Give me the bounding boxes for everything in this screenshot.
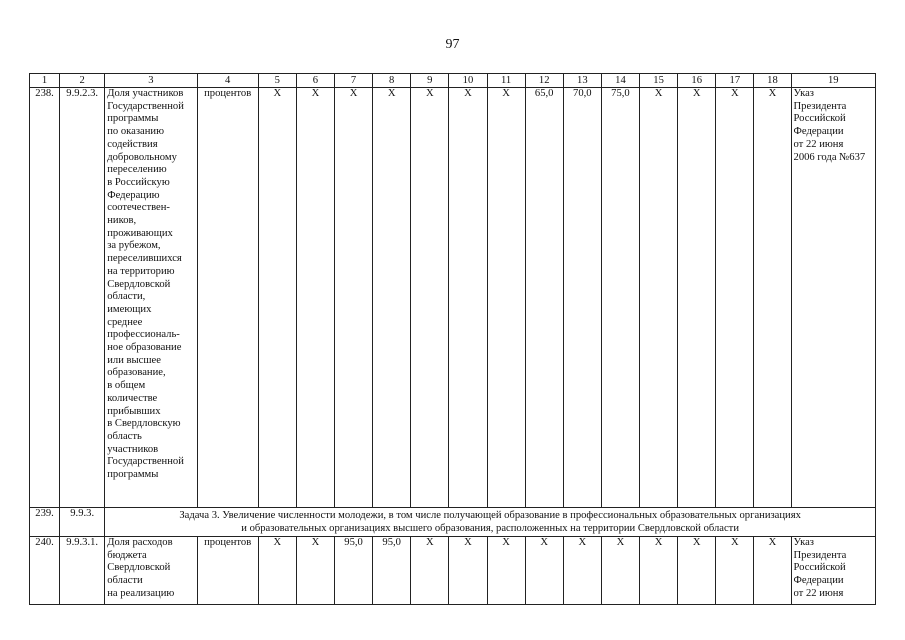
table-cell-col-16 (678, 88, 716, 508)
cell-text-line: Х (616, 537, 625, 548)
table-cell-col-7 (335, 537, 373, 605)
cell-text-line: Х (692, 88, 701, 99)
table-cell-col-17 (716, 88, 754, 508)
table-cell-col-2 (60, 537, 105, 605)
table-cell-col-11 (487, 537, 525, 605)
cell-text-line: программы (107, 469, 159, 481)
table-cell-col-5 (258, 88, 296, 508)
cell-text-line: Свердловской (107, 562, 171, 574)
column-header-16: 16 (678, 74, 716, 88)
table-row (30, 537, 876, 605)
cell-text-line: 95,0 (344, 537, 363, 548)
cell-text-line: область (107, 430, 142, 442)
cell-text-line: Х (731, 537, 739, 548)
cell-text-line: 75,0 (611, 88, 630, 99)
table-cell-col-8 (373, 88, 411, 508)
cell-text-line: Президента (793, 100, 847, 112)
column-header-9: 9 (411, 74, 449, 88)
cell-text-line: соотечествен- (107, 202, 170, 214)
table-cell-col-10 (449, 537, 487, 605)
cell-text-line: области (107, 575, 143, 587)
cell-text-line: имеющих (107, 303, 152, 315)
cell-text-line: переселению (107, 164, 167, 176)
table-cell-col-11 (487, 88, 525, 508)
cell-text-line: проживающих (107, 227, 173, 239)
cell-text-line: Федерацию (107, 189, 160, 201)
cell-text-line: Х (502, 88, 510, 99)
cell-text-line: Х (768, 88, 777, 99)
cell-text-line: ное образование (107, 342, 182, 354)
cell-text-line: на территорию (107, 265, 175, 277)
column-header-5: 5 (258, 74, 296, 88)
table-cell-col-8 (373, 537, 411, 605)
table-cell-col-1 (30, 88, 60, 508)
column-header-row (30, 74, 876, 88)
cell-text-line: 9.9.3.1. (66, 537, 99, 548)
cell-text-line: Х (311, 537, 320, 548)
column-header-6: 6 (296, 74, 334, 88)
cell-text-line: Федерации (793, 575, 844, 587)
cell-text-line: переселившихся (107, 253, 182, 265)
column-header-19: 19 (791, 74, 875, 88)
cell-text-line: на реализацию (107, 587, 175, 599)
cell-text-line: в Российскую (107, 176, 170, 188)
table-cell-col-3 (105, 537, 197, 605)
cell-text-line: Х (387, 88, 396, 99)
cell-text-line: Доля расходов (107, 537, 173, 548)
column-header-8: 8 (373, 74, 411, 88)
cell-text-line: 2006 года №637 (793, 151, 866, 163)
table-cell-col-13 (563, 537, 601, 605)
cell-text-line: от 22 июня (793, 138, 844, 150)
table-cell-col-14 (601, 537, 639, 605)
cell-text-line: Доля участников (107, 88, 184, 99)
column-header-10: 10 (449, 74, 487, 88)
table-cell-col-17 (716, 537, 754, 605)
cell-text-line: Указ (793, 88, 814, 99)
table-cell-col-1 (30, 537, 60, 605)
table-cell-col-3 (105, 88, 197, 508)
cell-text-line: Х (273, 88, 282, 99)
cell-text-line: Х (540, 537, 549, 548)
table-cell-col-2 (60, 88, 105, 508)
cell-text-line: добровольному (107, 151, 177, 163)
column-header-12: 12 (525, 74, 563, 88)
cell-text-line: в Свердловскую (107, 418, 181, 430)
cell-text-line: области, (107, 291, 146, 303)
cell-text-line: бюджета (107, 549, 147, 561)
column-header-11: 11 (487, 74, 525, 88)
cell-text-line: Российской (793, 562, 846, 574)
cell-text-line: программы (107, 113, 159, 125)
task-row (30, 508, 876, 537)
cell-text-line: Х (464, 537, 472, 548)
cell-text-line: 9.9.2.3. (66, 88, 99, 99)
table-cell-col-12 (525, 537, 563, 605)
cell-text-line: от 22 июня (793, 587, 844, 599)
column-header-7: 7 (335, 74, 373, 88)
table-row (30, 88, 876, 508)
task-description-cell (105, 508, 876, 537)
cell-text-line: Х (654, 537, 663, 548)
table-cell-col-14 (601, 88, 639, 508)
cell-text-line: Х (692, 537, 701, 548)
cell-text-line: 70,0 (573, 88, 592, 99)
table-cell-col-18 (754, 537, 791, 605)
cell-text-line: Президента (793, 549, 847, 561)
cell-text-line: среднее (107, 316, 143, 328)
cell-text-line: 65,0 (534, 88, 554, 99)
cell-text-line: Х (578, 537, 587, 548)
table-cell-col-1 (30, 508, 60, 537)
cell-text-line: Государственной (107, 456, 184, 468)
cell-text-line: Х (426, 88, 434, 99)
table-cell-col-12 (525, 88, 563, 508)
table-cell-col-19 (791, 88, 875, 508)
table-cell-col-15 (640, 88, 678, 508)
table-cell-col-10 (449, 88, 487, 508)
cell-text-line: в общем (107, 380, 146, 392)
column-header-2: 2 (60, 74, 105, 88)
cell-text-line: за рубежом, (107, 240, 161, 252)
table-cell-col-6 (296, 88, 334, 508)
cell-text-line: Х (464, 88, 472, 99)
cell-text-line: Х (768, 537, 777, 548)
table-cell-col-4 (197, 88, 258, 508)
cell-text-line: Х (426, 537, 434, 548)
cell-text-line: образование, (107, 367, 166, 379)
cell-text-line: Х (502, 537, 510, 548)
table-cell-col-7 (335, 88, 373, 508)
cell-text-line: Х (654, 88, 663, 99)
table-cell-col-9 (411, 88, 449, 508)
table-cell-col-19 (791, 537, 875, 605)
cell-text-line: профессиональ- (107, 329, 180, 341)
cell-text-line: процентов (204, 537, 252, 548)
table-cell-col-15 (640, 537, 678, 605)
cell-text-line: процентов (204, 88, 252, 99)
task-text-line: Задача 3. Увеличение численности молодежи, в том числе получающей образование в профессиональных образовательных организациях (179, 510, 801, 521)
cell-text-line: Федерации (793, 126, 844, 138)
cell-text-line: 238. (35, 88, 54, 99)
indicators-table (29, 73, 876, 605)
cell-text-line: 239. (35, 508, 54, 519)
cell-text-line: участников (107, 443, 159, 455)
cell-text-line: 95,0 (382, 537, 401, 548)
table-cell-col-13 (563, 88, 601, 508)
cell-text-line: Российской (793, 113, 846, 125)
table-cell-col-18 (754, 88, 791, 508)
table-cell-col-2 (60, 508, 105, 537)
cell-text-line: Х (311, 88, 320, 99)
cell-text-line: по оказанию (107, 126, 164, 138)
cell-text-line: Свердловской (107, 278, 171, 290)
column-header-13: 13 (563, 74, 601, 88)
task-text-line: и образовательных организациях высшего образования, расположенных на территории Свердловской области (241, 523, 739, 534)
table-cell-col-9 (411, 537, 449, 605)
cell-text-line: Х (349, 88, 358, 99)
cell-text-line: содействия (107, 138, 158, 150)
cell-text-line: 9.9.3. (70, 508, 95, 519)
table-cell-col-16 (678, 537, 716, 605)
page-number: 97 (445, 37, 460, 52)
cell-text-line: количестве (107, 392, 158, 404)
column-header-3: 3 (105, 74, 197, 88)
cell-text-line: Х (731, 88, 739, 99)
table-cell-col-4 (197, 537, 258, 605)
cell-text-line: Государственной (107, 100, 184, 112)
cell-text-line: ников, (107, 215, 137, 227)
table-cell-col-6 (296, 537, 334, 605)
cell-text-line: Х (273, 537, 282, 548)
table-cell-col-5 (258, 537, 296, 605)
column-header-17: 17 (716, 74, 754, 88)
column-header-15: 15 (640, 74, 678, 88)
cell-text-line: прибывших (107, 405, 161, 417)
cell-text-line: Указ (793, 537, 814, 548)
column-header-4: 4 (197, 74, 258, 88)
column-header-18: 18 (754, 74, 791, 88)
cell-text-line: или высшее (107, 354, 161, 366)
column-header-14: 14 (601, 74, 639, 88)
column-header-1: 1 (30, 74, 60, 88)
cell-text-line: 240. (35, 537, 54, 548)
